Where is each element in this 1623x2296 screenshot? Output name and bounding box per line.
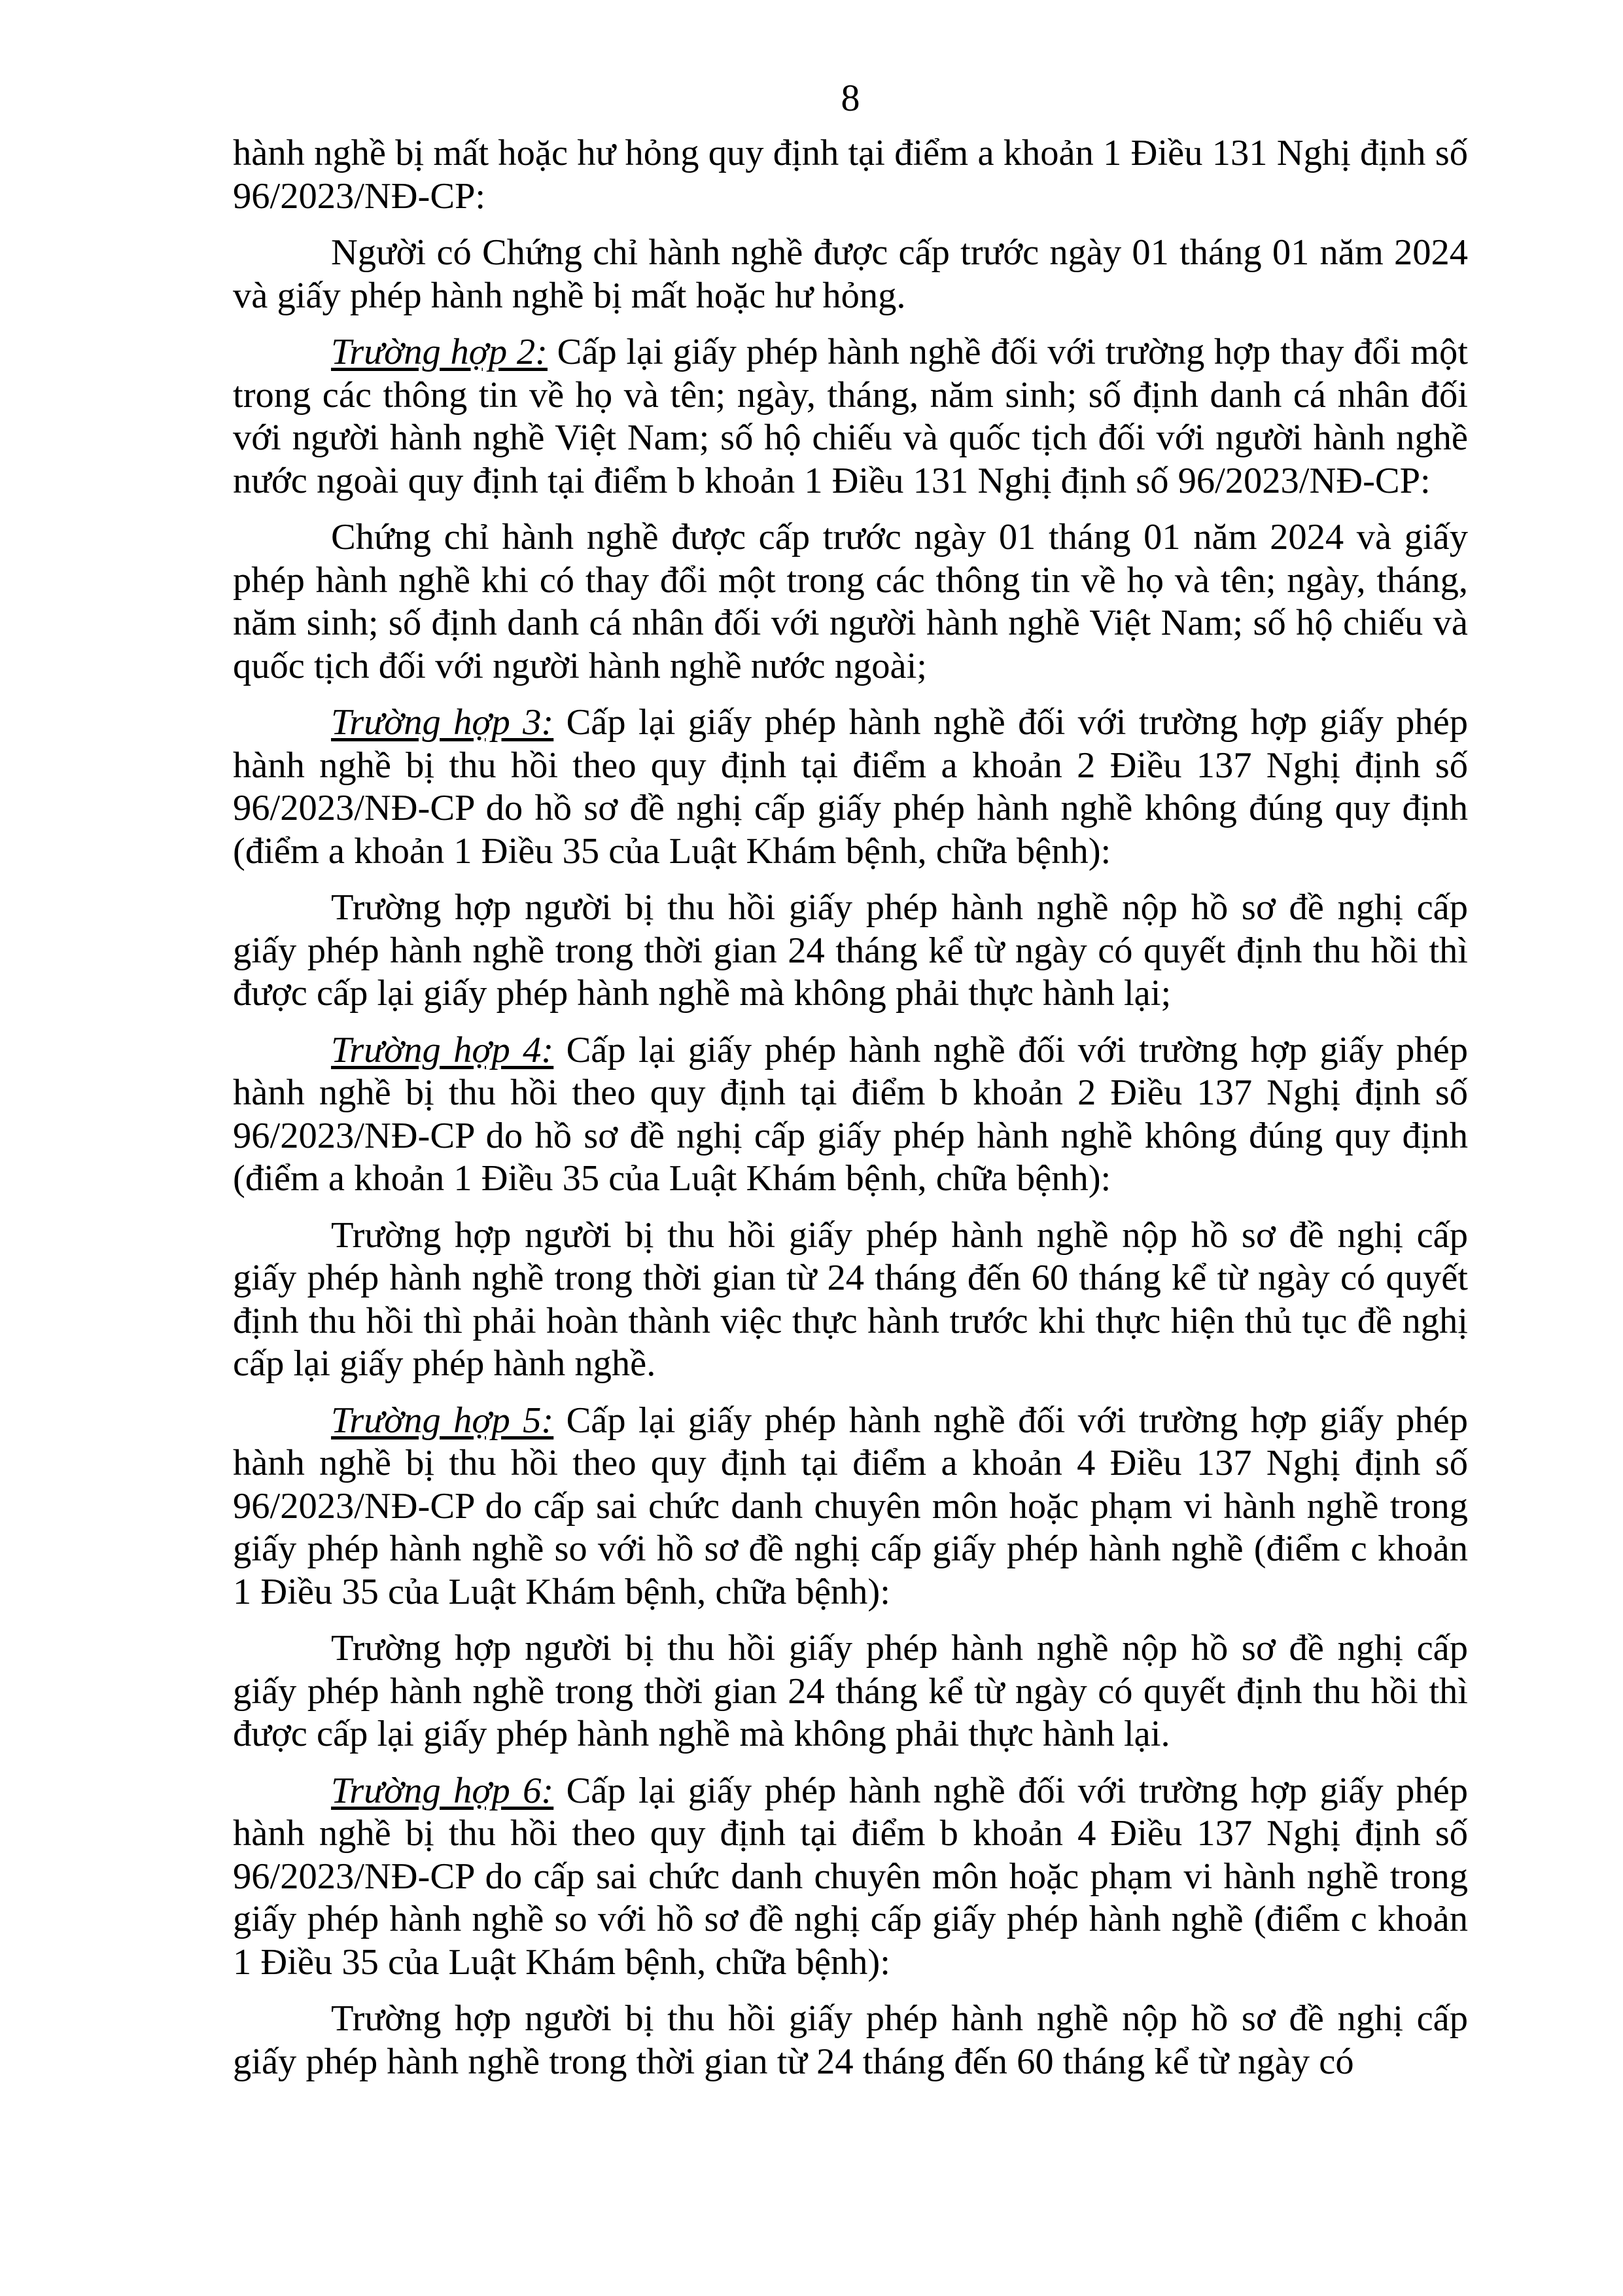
case-label: Trường hợp 4: [331,1029,554,1070]
case-6-heading [233,1770,1468,1985]
case-2-heading [233,331,1468,503]
paragraph-text: Cấp lại giấy phép hành nghề đối với trường hợp giấy phép hành nghề bị thu hồi theo quy định tại điểm b khoản 4 Điều 137 Nghị định số 96/2023/NĐ-CP do cấp sai chức danh chuyên môn hoặc phạm vi hành nghề trong giấy phép hành nghề so với hồ sơ đề nghị cấp giấy phép hành nghề (điểm c khoản 1 Điều 35 của Luật Khám bệnh, chữa bệnh): [233,1770,1468,1983]
case-label: Trường hợp 3: [331,702,554,743]
paragraph-12 [233,1998,1468,2083]
paragraph-8 [233,1214,1468,1386]
paragraph-text: Cấp lại giấy phép hành nghề đối với trường hợp giấy phép hành nghề bị thu hồi theo quy định tại điểm a khoản 2 Điều 137 Nghị định số 96/2023/NĐ-CP do hồ sơ đề nghị cấp giấy phép hành nghề không đúng quy định (điểm a khoản 1 Điều 35 của Luật Khám bệnh, chữa bệnh): [233,702,1468,872]
paragraph-text: Cấp lại giấy phép hành nghề đối với trường hợp giấy phép hành nghề bị thu hồi theo quy định tại điểm a khoản 4 Điều 137 Nghị định số 96/2023/NĐ-CP do cấp sai chức danh chuyên môn hoặc phạm vi hành nghề trong giấy phép hành nghề so với hồ sơ đề nghị cấp giấy phép hành nghề (điểm c khoản 1 Điều 35 của Luật Khám bệnh, chữa bệnh): [233,1400,1468,1612]
case-label: Trường hợp 6: [331,1770,554,1811]
case-4-heading [233,1029,1468,1201]
paragraph-text: Người có Chứng chỉ hành nghề được cấp trước ngày 01 tháng 01 năm 2024 và giấy phép hành nghề bị mất hoặc hư hỏng. [233,232,1468,316]
case-5-heading [233,1400,1468,1614]
paragraph-text: Trường hợp người bị thu hồi giấy phép hành nghề nộp hồ sơ đề nghị cấp giấy phép hành nghề trong thời gian từ 24 tháng đến 60 tháng kể từ ngày có quyết định thu hồi thì phải hoàn thành việc thực hành trước khi thực hiện thủ tục đề nghị cấp lại giấy phép hành nghề. [233,1214,1468,1384]
paragraph-2 [233,232,1468,317]
paragraph-text: Trường hợp người bị thu hồi giấy phép hành nghề nộp hồ sơ đề nghị cấp giấy phép hành nghề trong thời gian 24 tháng kể từ ngày có quyết định thu hồi thì được cấp lại giấy phép hành nghề mà không phải thực hành lại; [233,887,1468,1014]
case-3-heading [233,701,1468,873]
paragraph-text: Trường hợp người bị thu hồi giấy phép hành nghề nộp hồ sơ đề nghị cấp giấy phép hành nghề trong thời gian 24 tháng kể từ ngày có quyết định thu hồi thì được cấp lại giấy phép hành nghề mà không phải thực hành lại. [233,1628,1468,1754]
paragraph-10 [233,1627,1468,1756]
paragraph-4 [233,516,1468,688]
paragraph-6 [233,887,1468,1016]
paragraph-text: Cấp lại giấy phép hành nghề đối với trường hợp thay đổi một trong các thông tin về họ và tên; ngày, tháng, năm sinh; số định danh cá nhân đối với người hành nghề Việt Nam; số hộ chiếu và quốc tịch đối với người hành nghề nước ngoài quy định tại điểm b khoản 1 Điều 131 Nghị định số 96/2023/NĐ-CP: [233,332,1468,501]
page-number: 8 [841,77,860,119]
paragraph-text: Trường hợp người bị thu hồi giấy phép hành nghề nộp hồ sơ đề nghị cấp giấy phép hành nghề trong thời gian từ 24 tháng đến 60 tháng kể từ ngày có [233,1998,1468,2082]
case-label: Trường hợp 5: [331,1400,554,1441]
paragraph-1 [233,132,1468,218]
paragraph-text: hành nghề bị mất hoặc hư hỏng quy định tại điểm a khoản 1 Điều 131 Nghị định số 96/2023/NĐ-CP: [233,133,1468,217]
paragraph-text: Cấp lại giấy phép hành nghề đối với trường hợp giấy phép hành nghề bị thu hồi theo quy định tại điểm b khoản 2 Điều 137 Nghị định số 96/2023/NĐ-CP do hồ sơ đề nghị cấp giấy phép hành nghề không đúng quy định (điểm a khoản 1 Điều 35 của Luật Khám bệnh, chữa bệnh): [233,1029,1468,1199]
paragraph-text: Chứng chỉ hành nghề được cấp trước ngày 01 tháng 01 năm 2024 và giấy phép hành nghề khi có thay đổi một trong các thông tin về họ và tên; ngày, tháng, năm sinh; số định danh cá nhân đối với người hành nghề Việt Nam; số hộ chiếu và quốc tịch đối với người hành nghề nước ngoài; [233,517,1468,686]
document-page [233,72,1468,2097]
case-label: Trường hợp 2: [331,332,548,372]
